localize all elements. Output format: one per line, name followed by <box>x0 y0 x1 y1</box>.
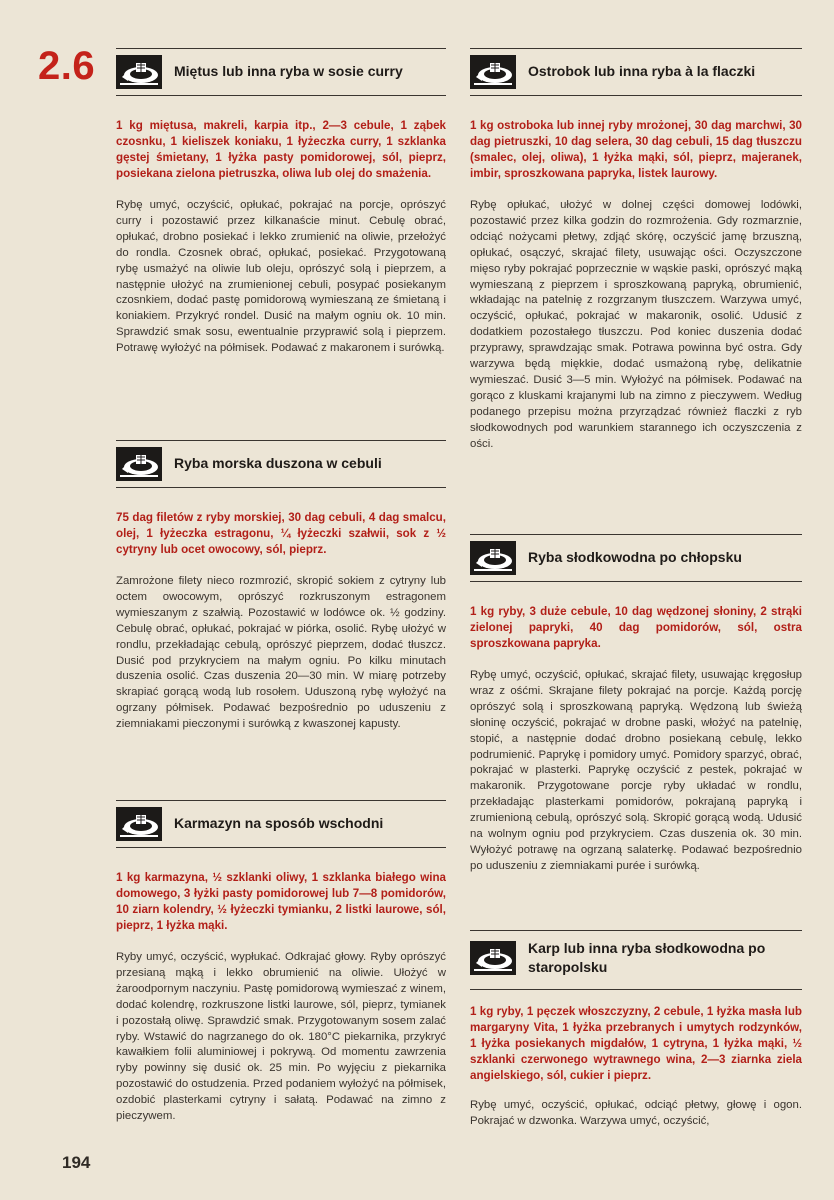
fish-dish-icon <box>470 541 516 575</box>
recipe-method: Ryby umyć, oczyścić, wypłukać. Odkrajać głowy. Ryby oprószyć przesianą mąką i lekko obrumienić na oliwie. Ułożyć w żaroodpornym naczyniu. Pastę pomidorową wymieszać z winem, dodać kolendrę, rozkruszone listki laurowe, sól, pieprz, tymianek i pozostałą oliwę. Sprawdzić smak. Przygotowanym sosem zalać ryby. Wstawić do nagrzanego do ok. 180°C piekarnika, przykryć kawałkiem folii aluminiowej i pokrywą. Od momentu zawrzenia ryby powinny się dusić ok. 25 min. Po wyjęciu z piekarnika pozostawić do ostudzenia. Przed podaniem wyłożyć na półmisek, ozdobić plasterkami cytryny i sałatą. Podawać na zimno z pieczywem. <box>116 951 446 1123</box>
recipe-card <box>116 440 446 733</box>
recipe-card <box>116 800 446 1125</box>
recipe-title: Miętus lub inna ryba w sosie curry <box>174 63 403 79</box>
fish-dish-icon <box>116 447 162 481</box>
fish-dish-icon <box>470 941 516 975</box>
recipe-card <box>470 48 802 453</box>
recipe-ingredients: 1 kg ryby, 3 duże cebule, 10 dag wędzonej słoniny, 2 strąki zielonej papryki, 40 dag pomidorów, sól, ostra sproszkowana papryka. <box>470 605 802 650</box>
recipe-title: Karp lub inna ryba słodkowodna po staropolsku <box>528 940 766 975</box>
fish-dish-icon <box>116 807 162 841</box>
fish-dish-icon <box>470 55 516 89</box>
recipe-header <box>116 440 446 488</box>
recipe-ingredients: 1 kg karmazyna, ½ szklanki oliwy, 1 szklanka białego wina domowego, 3 łyżki pasty pomidorowej lub 7—8 pomidorów, 10 ziarn kolendry, ½ łyżeczki tymianku, 2 listki laurowe, sól, pieprz, 1 łyżka mąki. <box>116 871 446 932</box>
recipe-ingredients: 75 dag filetów z ryby morskiej, 30 dag cebuli, 4 dag smalcu, olej, 1 łyżeczka estragonu, ¼ łyżeczki szałwii, sok z ½ cytryny lub ocet owocowy, sól, pieprz. <box>116 511 446 556</box>
recipe-header <box>470 930 802 990</box>
recipe-header <box>470 534 802 582</box>
recipe-method: Rybę umyć, oczyścić, opłukać, skrajać filety, usuwając kręgosłup wraz z ośćmi. Skrajane filety pokrajać na porcje. Każdą porcję oprószyć solą i sproszkowaną papryką. Wędzoną lub świeżą słoninę oczyścić, pokrajać w drobne paski, włożyć na patelnię, stopić, a następnie dodać drobno posiekaną cebulę, lekko podrumienić. Paprykę i pomidory umyć. Pomidory sparzyć, obrać, pokrajać w plasterki. Paprykę oczyścić z pestek, pokrajać w makaronik. Przygotowane porcje ryby układać w rondlu, przekładając plasterkami pomidorów, pokrajaną papryką i zrumienioną cebulą, oprószyć solą. Skropić gorącą wodą. Udusić na wolnym ogniu pod przykryciem. Czas duszenia ok. 30 min. Wyłożyć potrawę na ogrzaną salaterkę. Podawać bezpośrednio po uduszeniu z ziemniakami purée i surówką. <box>470 669 802 872</box>
recipe-title: Karmazyn na sposób wschodni <box>174 815 384 831</box>
fish-dish-icon <box>116 55 162 89</box>
recipe-card <box>470 930 802 1130</box>
recipe-method: Zamrożone filety nieco rozmrozić, skropić sokiem z cytryny lub octem owocowym, oprószyć rozkruszonym estragonem wymieszanym z szałwią. Pozostawić w lodówce ok. ½ godziny. Cebulę obrać, opłukać, pokrajać w piórka, osolić. Rybę ułożyć w rondlu, przekładając cebulą, oprószyć pieprzem, dodać tłuszcz. Dusić pod przykryciem na małym ogniu. Po kilku minutach duszenia osolić. Czas duszenia 20—30 min. W miarę potrzeby skrapiać gorącą wodą lub rosołem. Uduszoną rybę wyłożyć na ogrzany półmisek. Podawać bezpośrednio po uduszeniu z ziemniakami pieczonymi i surówką z kwaszonej kapusty. <box>116 575 446 731</box>
section-number: 2.6 <box>38 44 96 88</box>
recipe-method: Rybę umyć, oczyścić, opłukać, odciąć płetwy, głowę i ogon. Pokrajać w dzwonka. Warzywa umyć, oczyścić, <box>470 1099 802 1127</box>
recipe-ingredients: 1 kg ryby, 1 pęczek włoszczyzny, 2 cebule, 1 łyżka masła lub margaryny Vita, 1 łyżka przebranych i umytych rodzynków, 1 łyżka posiekanych migdałów, 1 cytryna, 1 łyżka mąki, ½ szklanki czerwonego wytrawnego wina, 2—3 ziarnka ziela angielskiego, sól, cukier i pieprz. <box>470 1005 802 1082</box>
recipe-card <box>116 48 446 357</box>
recipe-method: Rybę opłukać, ułożyć w dolnej części domowej lodówki, pozostawić przez kilka godzin do rozmrożenia. Gdy rozmarznie, odciąć nożycami płetwy, zdjąć skórę, oczyścić jamę brzuszną, opłukać, osączyć, skrajać filety, usuwając ości. Oczyszczone mięso ryby pokrajać poprzecznie w wąskie paski, oprószyć mąką wymieszaną z pieprzem i sproszkowaną papryką, obrumienić, wkładając na patelnię z rozgrzanym tłuszczem. Warzywa umyć, oczyścić, opłukać, pokrajać w makaronik, osolić. Udusić z dodatkiem pozostałego tłuszczu. Pod koniec duszenia dodać przyprawy, sprawdzając smak. Potrawa powinna być ostra. Gdy warzywa będą miękkie, dodać usmażoną rybę, delikatnie wymieszać. Dusić 3—5 min. Wyłożyć na półmisek. Podawać na gorąco z kluskami krajanymi lub na zimno z pieczywem. Według podanego przepisu można przyrządzać również flaczki z ryb słodkowodnych pod warunkiem starannego ich oczyszczenia z ości. <box>470 199 802 450</box>
recipe-title: Ryba słodkowodna po chłopsku <box>528 549 742 565</box>
recipe-method: Rybę umyć, oczyścić, opłukać, pokrajać na porcje, oprószyć curry i pozostawić przez kilkanaście minut. Cebulę obrać, opłukać, drobno posiekać i lekko zrumienić na oliwie, przełożyć do rondla. Czosnek obrać, opłukać, posiekać. Przygotowaną rybę usmażyć na oliwie lub oleju, oprószyć solą i pieprzem, a następnie ułożyć na zrumienionej cebuli, posypać posiekanym czosnkiem, dodać pastę pomidorową wymieszaną ze śmietaną i koniakiem. Przykryć rondel. Dusić na małym ogniu ok. 10 min. Sprawdzić smak sosu, ewentualnie przyprawić solą i pieprzem. Potrawę wyłożyć na półmisek. Podawać z makaronem i surówką. <box>116 199 446 355</box>
recipe-title: Ryba morska duszona w cebuli <box>174 455 382 471</box>
recipe-ingredients: 1 kg miętusa, makreli, karpia itp., 2—3 cebule, 1 ząbek czosnku, 1 kieliszek koniaku, 1 łyżeczka curry, 1 szklanka gęstej śmietany, 1 łyżka pasty pomidorowej, sól, pieprz, posiekana zielona pietruszka, oliwa lub olej do smażenia. <box>116 119 446 180</box>
recipe-header <box>116 48 446 96</box>
recipe-title: Ostrobok lub inna ryba à la flaczki <box>528 63 756 79</box>
page-number: 194 <box>62 1153 91 1172</box>
recipe-card <box>470 534 802 875</box>
recipe-header <box>116 800 446 848</box>
recipe-header <box>470 48 802 96</box>
recipe-ingredients: 1 kg ostroboka lub innej ryby mrożonej, 30 dag marchwi, 30 dag pietruszki, 10 dag selera, 30 dag cebuli, 15 dag tłuszczu (smalec, olej, oliwa), 1 łyżka mąki, sól, pieprz, majeranek, imbir, sproszkowana papryka, listek laurowy. <box>470 119 802 180</box>
